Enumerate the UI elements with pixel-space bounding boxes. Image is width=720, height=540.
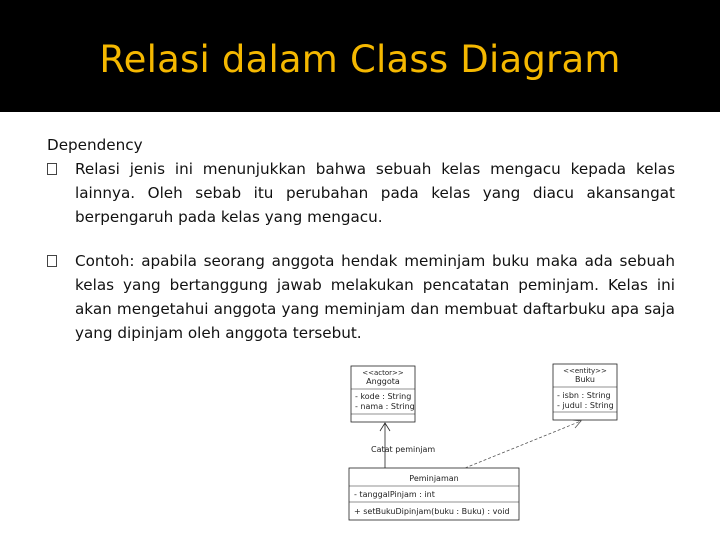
bullet-prefix: Contoh	[75, 252, 130, 270]
buku-stereotype: <<entity>>	[563, 367, 607, 375]
anggota-attr: - nama : String	[355, 402, 415, 411]
peminjaman-attr: - tanggalPinjam : int	[354, 490, 435, 499]
anggota-attr: - kode : String	[355, 392, 412, 401]
title-bar	[0, 0, 720, 112]
class-diagram	[345, 360, 645, 530]
class-peminjaman	[349, 468, 519, 520]
peminjaman-name: Peminjaman	[409, 474, 459, 483]
buku-attr: - judul : String	[557, 401, 614, 410]
bullet-box-icon	[47, 163, 57, 175]
association-line	[371, 423, 435, 468]
bullet-box-icon	[47, 255, 57, 267]
anggota-stereotype: <<actor>>	[362, 369, 404, 377]
dependency-line	[465, 420, 581, 468]
class-anggota	[351, 366, 415, 422]
slide-content	[47, 133, 675, 345]
class-buku	[553, 364, 617, 420]
anggota-name: Anggota	[366, 377, 400, 386]
peminjaman-op: + setBukuDipinjam(buku : Buku) : void	[354, 507, 510, 516]
section-heading: Dependency	[47, 136, 143, 154]
slide-title: Relasi dalam Class Diagram	[99, 38, 621, 81]
association-label: Catat peminjam	[371, 445, 436, 454]
bullet-item	[47, 249, 675, 345]
bullet-item	[47, 157, 675, 229]
buku-name: Buku	[574, 375, 596, 384]
bullet-text: Relasi jenis ini menunjukkan bahwa sebuah kelas mengacu kepada kelas lainnya. Oleh sebab itu perubahan pada kelas yang diacu akansangat berpengaruh pada kelas yang mengacu.	[75, 160, 675, 226]
buku-attr: - isbn : String	[557, 391, 611, 400]
bullet-text: : apabila seorang anggota hendak meminjam buku maka ada sebuah kelas yang bertanggung jawab melakukan pencatatan peminjam. Kelas ini akan mengetahui anggota yang meminjam dan membuat daftarbuku apa saja yang dipinjam oleh anggota tersebut.	[75, 252, 675, 342]
